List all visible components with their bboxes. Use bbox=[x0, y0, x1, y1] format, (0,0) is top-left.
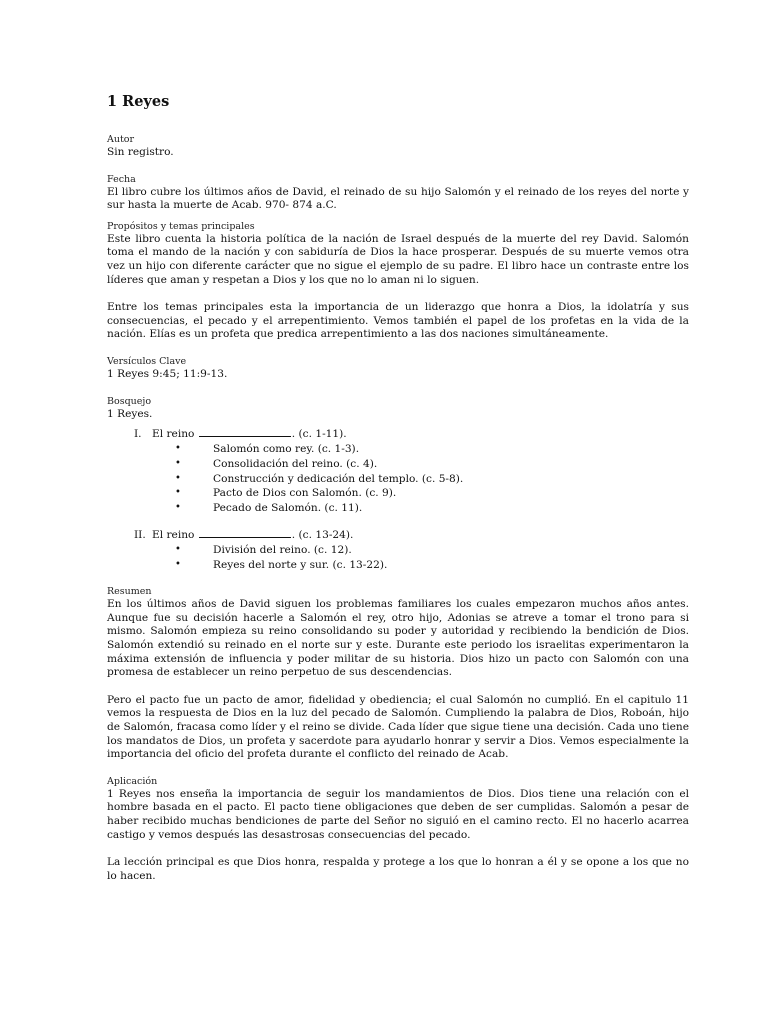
section-label-bosquejo: Bosquejo bbox=[107, 395, 152, 407]
list-item bbox=[107, 543, 689, 558]
list-item bbox=[107, 457, 689, 472]
section-resumen bbox=[107, 586, 689, 762]
section-fecha bbox=[107, 174, 689, 213]
outline-heading-post: . (c. 13-24). bbox=[291, 528, 354, 541]
outline-number: I. bbox=[134, 428, 142, 441]
list-item-text: Salomón como rey. (c. 1-3). bbox=[213, 442, 360, 455]
list-item bbox=[107, 486, 689, 501]
list-item-text: Pecado de Salomón. (c. 11). bbox=[213, 502, 363, 515]
bullet-icon: • bbox=[175, 457, 181, 469]
autor-text: Sin registro. bbox=[107, 146, 174, 158]
list-item-text: Construcción y dedicación del templo. (c. 5-8). bbox=[213, 472, 464, 485]
fecha-text: El libro cubre los últimos años de David, el reinado de su hijo Salomón y el reinado de los reyes del norte y sur hasta la muerte de Acab. 970- 874 a.C. bbox=[107, 185, 689, 212]
list-item bbox=[107, 472, 689, 487]
outline-list bbox=[107, 543, 689, 573]
list-item bbox=[107, 501, 689, 516]
outline-heading-post: . (c. 1-11). bbox=[291, 428, 347, 441]
section-versiculos bbox=[107, 356, 689, 382]
section-bosquejo bbox=[107, 396, 689, 573]
list-item bbox=[107, 442, 689, 457]
outline bbox=[107, 427, 689, 572]
section-label-fecha: Fecha bbox=[107, 173, 136, 185]
outline-number: II. bbox=[134, 528, 146, 541]
resumen-paragraph-2: Pero el pacto fue un pacto de amor, fidelidad y obediencia; el cual Salomón no cumplió. En el capitulo 11 vemos la respuesta de Dios en la luz del pecado de Salomón. Cumpliendo la palabra de Dios, Roboán, hijo de Salomón, fracasa como líder y el reino se divide. Cada líder que sigue tiene una decisión. Cada uno tiene los mandatos de Dios, un profeta y sacerdote para ayudarlo honrar y servir a Dios. Vemos especialmente la importancia del oficio del profeta durante el conflicto del reinado de Acab. bbox=[107, 693, 689, 761]
bullet-icon: • bbox=[175, 472, 181, 484]
outline-heading bbox=[107, 427, 689, 442]
list-item-text: División del reino. (c. 12). bbox=[213, 543, 352, 556]
bosquejo-intro: 1 Reyes. bbox=[107, 407, 153, 420]
list-item bbox=[107, 558, 689, 573]
bullet-icon: • bbox=[175, 442, 181, 454]
bullet-icon: • bbox=[175, 558, 181, 570]
outline-heading-pre: El reino bbox=[152, 528, 195, 541]
bullet-icon: • bbox=[175, 487, 181, 499]
bullet-icon: • bbox=[175, 543, 181, 555]
outline-heading-pre: El reino bbox=[152, 428, 195, 441]
section-label-versiculos: Versículos Clave bbox=[107, 355, 187, 367]
outline-heading bbox=[107, 528, 689, 543]
section-label-resumen: Resumen bbox=[107, 586, 152, 598]
list-item-text: Consolidación del reino. (c. 4). bbox=[213, 457, 378, 470]
list-item-text: Pacto de Dios con Salomón. (c. 9). bbox=[213, 487, 397, 500]
section-label-autor: Autor bbox=[107, 134, 135, 145]
outline-section-1 bbox=[107, 427, 689, 516]
blank-line bbox=[199, 528, 291, 538]
resumen-paragraph-1: En los últimos años de David siguen los problemas familiares los cuales empezaron muchos años antes. Aunque fue su decisión hacerle a Salomón el rey, otro hijo, Adonias se atreve a tomar el trono para si mismo. Salomón empieza su reino consolidando su poder y autoridad y recibiendo la bendición de Dios. Salomón extendió su reinado en el norte sur y este. Durante este periodo los israelitas experimentaron la máxima extensión de influencia y poder militar de su historia. Dios hizo un pacto con Salomón con una promesa de establecer un reino perpetuo de sus descendencias. bbox=[107, 598, 689, 679]
section-propositos bbox=[107, 221, 689, 342]
bullet-icon: • bbox=[175, 502, 181, 514]
aplicacion-paragraph-2: La lección principal es que Dios honra, respalda y protege a los que lo honran a él y se opone a los que no lo hacen. bbox=[107, 856, 689, 882]
section-label-propositos: Propósitos y temas principales bbox=[107, 220, 255, 232]
section-label-aplicacion: Aplicación bbox=[107, 775, 158, 787]
section-aplicacion bbox=[107, 776, 689, 884]
page-title: 1 Reyes bbox=[107, 93, 170, 110]
section-autor bbox=[107, 134, 689, 160]
versiculos-text: 1 Reyes 9:45; 11:9-13. bbox=[107, 367, 228, 380]
document-page bbox=[107, 92, 689, 897]
propositos-paragraph-1: Este libro cuenta la historia política de la nación de Israel después de la muerte del rey David. Salomón toma el mando de la nación y con sabiduría de Dios la hace prosperar. Después de su muerte vemos otra vez un hijo con diferente carácter que no sigue el ejemplo de su padre. El libro hace un contraste entre los líderes que aman y respetan a Dios y los que no lo aman ni lo siguen. bbox=[107, 232, 689, 286]
blank-line bbox=[199, 427, 291, 437]
aplicacion-paragraph-1: 1 Reyes nos enseña la importancia de seguir los mandamientos de Dios. Dios tiene una relación con el hombre basada en el pacto. El pacto tiene obligaciones que deben de ser cumplidas. Salomón a pesar de haber recibido muchas bendiciones de parte del Señor no siguió en el camino recto. El no hacerlo acarrea castigo y vemos después las desastrosas consecuencias del pecado. bbox=[107, 787, 689, 841]
list-item-text: Reyes del norte y sur. (c. 13-22). bbox=[213, 558, 388, 571]
outline-section-2 bbox=[107, 528, 689, 572]
propositos-paragraph-2: Entre los temas principales esta la importancia de un liderazgo que honra a Dios, la idolatría y sus consecuencias, el pecado y el arrepentimiento. Vemos también el papel de los profetas en la vida de la nación. Elías es un profeta que predica arrepentimiento a las dos naciones simultáneamente. bbox=[107, 301, 689, 341]
outline-list bbox=[107, 442, 689, 516]
